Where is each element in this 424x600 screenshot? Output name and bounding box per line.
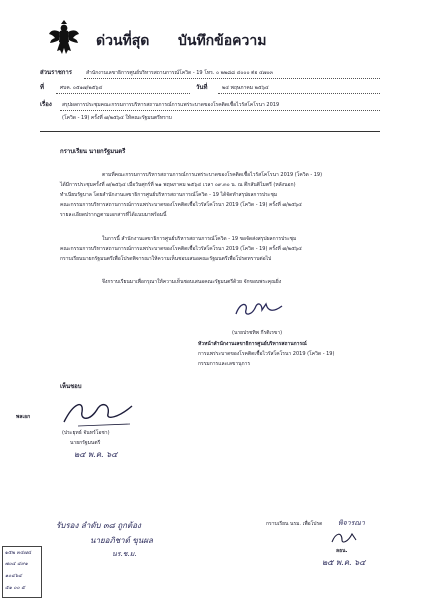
body-p1-line-3: ทำเนียบรัฐบาล โดยสำนักงานเลขาธิการศูนย์บริหารสถานการณ์โควิด - 19 ได้จัดทำสรุปผลการประชุม	[60, 192, 278, 198]
receipt-stamp-line-1: ๑๕๒ ๓๔๗๔	[5, 550, 32, 556]
sender-signature-mark	[232, 298, 292, 320]
salutation: กราบเรียน นายกรัฐมนตรี	[60, 148, 126, 155]
acknowledgement-text: กราบเรียน นรม. เพื่อโปรด	[266, 521, 323, 527]
document-type-title: บันทึกข้อความ	[178, 33, 267, 49]
handwritten-note-line-3: นร.ช.ม.	[112, 550, 137, 558]
approval-rank: พลเอก	[16, 414, 31, 420]
acknowledgement-role: ลธน.	[336, 548, 348, 554]
body-p2-line-2: คณะกรรมการบริหารสถานการณ์การแพร่ระบาดของโรคติดเชื้อไวรัสโคโรนา 2019 (โควิด - 19) ครั้งที่ ๗/๒๕๖๔	[60, 246, 302, 252]
subject-line-1: สรุปผลการประชุมคณะกรรมการบริหารสถานการณ์การแพร่ระบาดของโรคติดเชื้อไวรัสโคโรนา 2019	[62, 102, 280, 108]
approval-role: นายกรัฐมนตรี	[70, 440, 101, 446]
handwritten-note-line-1: รับรอง ลำดับ ๓๘ ถูกต้อง	[56, 521, 141, 530]
handwritten-note-line-2: นายอภิชาต์ ขุนผล	[90, 536, 153, 545]
priority-marking: ด่วนที่สุด	[96, 33, 150, 49]
agency-label: ส่วนราชการ	[40, 69, 73, 76]
body-p3-line: จึงกราบเรียนมาเพื่อกรุณาให้ความเห็นชอบเสนอคณะรัฐมนตรีด้วย จักขอบพระคุณยิ่ง	[102, 279, 282, 285]
body-p1-line-4: คณะกรรมการบริหารสถานการณ์การแพร่ระบาดของโรคติดเชื้อไวรัสโคโรนา 2019 (โควิด - 19) ครั้งที่ ๗/๒๕๖๔	[60, 202, 302, 208]
body-p1-line-1: ตามที่คณะกรรมการบริหารสถานการณ์การแพร่ระบาดของโรคติดเชื้อไวรัสโคโรนา 2019 (โควิด - 19)	[102, 172, 323, 178]
receipt-stamp-line-4: ๕๑ ๐๐ ๕	[5, 585, 26, 591]
sender-name: (นายปรชทิพ กีรติเรขา)	[232, 330, 283, 336]
approval-date: ๒๔ พ.ค. ๖๔	[74, 450, 118, 459]
sender-title-line-2: การแพร่ระบาดของโรคติดเชื้อไวรัสโคโรนา 2019 (โควิด - 19)	[198, 351, 335, 357]
acknowledgement-word: พิจารณา	[338, 519, 365, 527]
body-p1-line-2: ได้มีการประชุมครั้งที่ ๗/๒๕๖๔ เมื่อวันศุกร์ที่ ๒๑ พฤษภาคม ๒๕๖๔ เวลา ๐๙.๓๐ น. ณ ตึกสันติไมตรี (หลังนอก)	[60, 182, 296, 188]
approval-signature-mark	[60, 398, 140, 428]
acknowledgement-signature-mark	[330, 530, 360, 546]
approval-label: เห็นชอบ	[60, 383, 82, 390]
reference-number: ศบค. ๐๕๑๗/๒๕๖๔	[60, 85, 103, 91]
body-p2-line-1: ในการนี้ สำนักงานเลขาธิการศูนย์บริหารสถานการณ์โควิด - 19 ขอจัดส่งสรุปผลการประชุม	[102, 236, 297, 242]
receipt-stamp-line-3: ๑๐๔๖๔	[5, 573, 22, 579]
date-label: วันที่	[196, 84, 208, 91]
subject-label: เรื่อง	[40, 101, 52, 108]
receipt-stamp	[2, 546, 42, 598]
garuda-emblem-icon	[48, 20, 80, 56]
acknowledgement-date: ๒๕ พ.ค. ๖๔	[322, 558, 366, 567]
date-value: ๒๔ พฤษภาคม ๒๕๖๔	[222, 85, 269, 91]
body-p1-line-5: รายละเอียดปรากฏตามเอกสารที่ได้แนบมาพร้อมนี้	[60, 212, 167, 218]
subject-line-2: (โควิด - 19) ครั้งที่ ๗/๒๕๖๔ ให้คณะรัฐมนตรีทราบ	[62, 115, 172, 121]
agency-value: สำนักงานเลขาธิการศูนย์บริหารสถานการณ์โควิด - 19 โทร. ๐ ๒๒๘๘ ๔๐๐๐ ต่อ ๔๗๐๓	[86, 70, 273, 76]
body-p2-line-3: กราบเรียนนายกรัฐมนตรีเพื่อโปรดพิจารณาให้ความเห็นชอบเสนอคณะรัฐมนตรีเพื่อโปรดทราบต่อไป	[60, 256, 272, 262]
sender-title-line-1: หัวหน้าสำนักงานเลขาธิการศูนย์บริหารสถานการณ์	[198, 341, 307, 347]
approval-name: (ประยุทธ์ จันทร์โอชา)	[62, 430, 110, 436]
sender-title-line-3: กรรมการและเลขานุการ	[198, 361, 251, 367]
receipt-stamp-line-2: ๗๐๔ ๔๙๑	[5, 561, 28, 567]
reference-label: ที่	[40, 84, 44, 91]
